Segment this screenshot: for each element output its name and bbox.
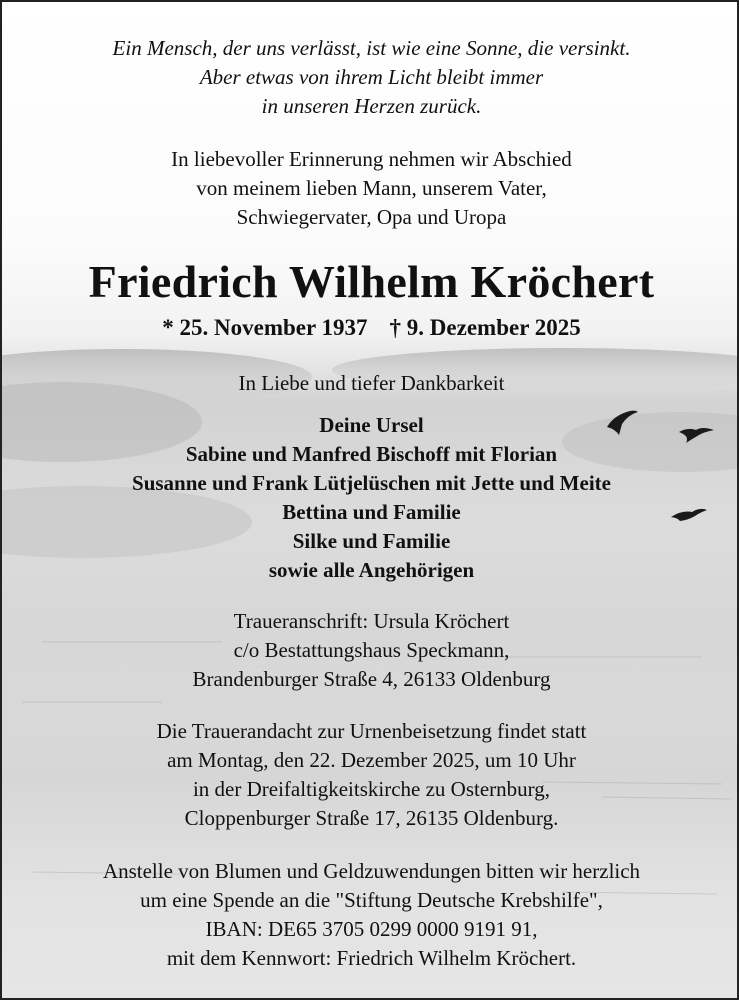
donation-line: mit dem Kennwort: Friedrich Wilhelm Kröchert.: [166, 946, 577, 970]
service-line: in der Dreifaltigkeitskirche zu Osternburg,: [192, 777, 551, 801]
death-date: † 9. Dezember 2025: [389, 315, 581, 340]
mourner-entry: Bettina und Familie: [282, 500, 461, 524]
service-line: Die Trauerandacht zur Urnenbeisetzung findet statt: [156, 719, 587, 743]
mourner-entry: Silke und Familie: [292, 529, 451, 553]
mourner-entry: Susanne und Frank Lütjelüschen mit Jette und Meite: [132, 471, 611, 495]
deceased-name: Friedrich Wilhelm Kröchert: [88, 256, 655, 307]
mourning-address: [2, 607, 739, 694]
service-info: [2, 717, 739, 833]
poem-line: in unseren Herzen zurück.: [261, 94, 482, 118]
intro-line: von meinem lieben Mann, unserem Vater,: [196, 176, 547, 200]
address-line: Brandenburger Straße 4, 26133 Oldenburg: [192, 667, 551, 691]
service-line: am Montag, den 22. Dezember 2025, um 10 Uhr: [167, 748, 576, 772]
life-dates: [2, 313, 739, 343]
dedication-line: In Liebe und tiefer Dankbarkeit: [238, 371, 505, 395]
donation-line: IBAN: DE65 3705 0299 0000 9191 91,: [205, 917, 538, 941]
farewell-intro: [2, 145, 739, 232]
poem-line: Aber etwas von ihrem Licht bleibt immer: [199, 65, 544, 89]
mourners-list: [2, 411, 739, 585]
intro-line: In liebevoller Erinnerung nehmen wir Abschied: [171, 147, 572, 171]
intro-line: Schwiegervater, Opa und Uropa: [236, 205, 507, 229]
mourner-entry: Sabine und Manfred Bischoff mit Florian: [185, 442, 558, 466]
address-line: c/o Bestattungshaus Speckmann,: [233, 638, 510, 662]
donation-line: Anstelle von Blumen und Geldzuwendungen bitten wir herzlich: [102, 859, 641, 883]
donation-line: um eine Spende an die "Stiftung Deutsche Krebshilfe",: [140, 888, 603, 912]
birth-date: * 25. November 1937: [162, 315, 368, 340]
mourner-entry: sowie alle Angehörigen: [268, 558, 475, 582]
memorial-poem: [2, 34, 739, 121]
donation-request: [2, 857, 739, 973]
poem-line: Ein Mensch, der uns verlässt, ist wie eine Sonne, die versinkt.: [112, 36, 631, 60]
mourner-entry: Deine Ursel: [319, 413, 424, 437]
address-line: Traueranschrift: Ursula Kröchert: [233, 609, 510, 633]
service-line: Cloppenburger Straße 17, 26135 Oldenburg.: [184, 806, 559, 830]
